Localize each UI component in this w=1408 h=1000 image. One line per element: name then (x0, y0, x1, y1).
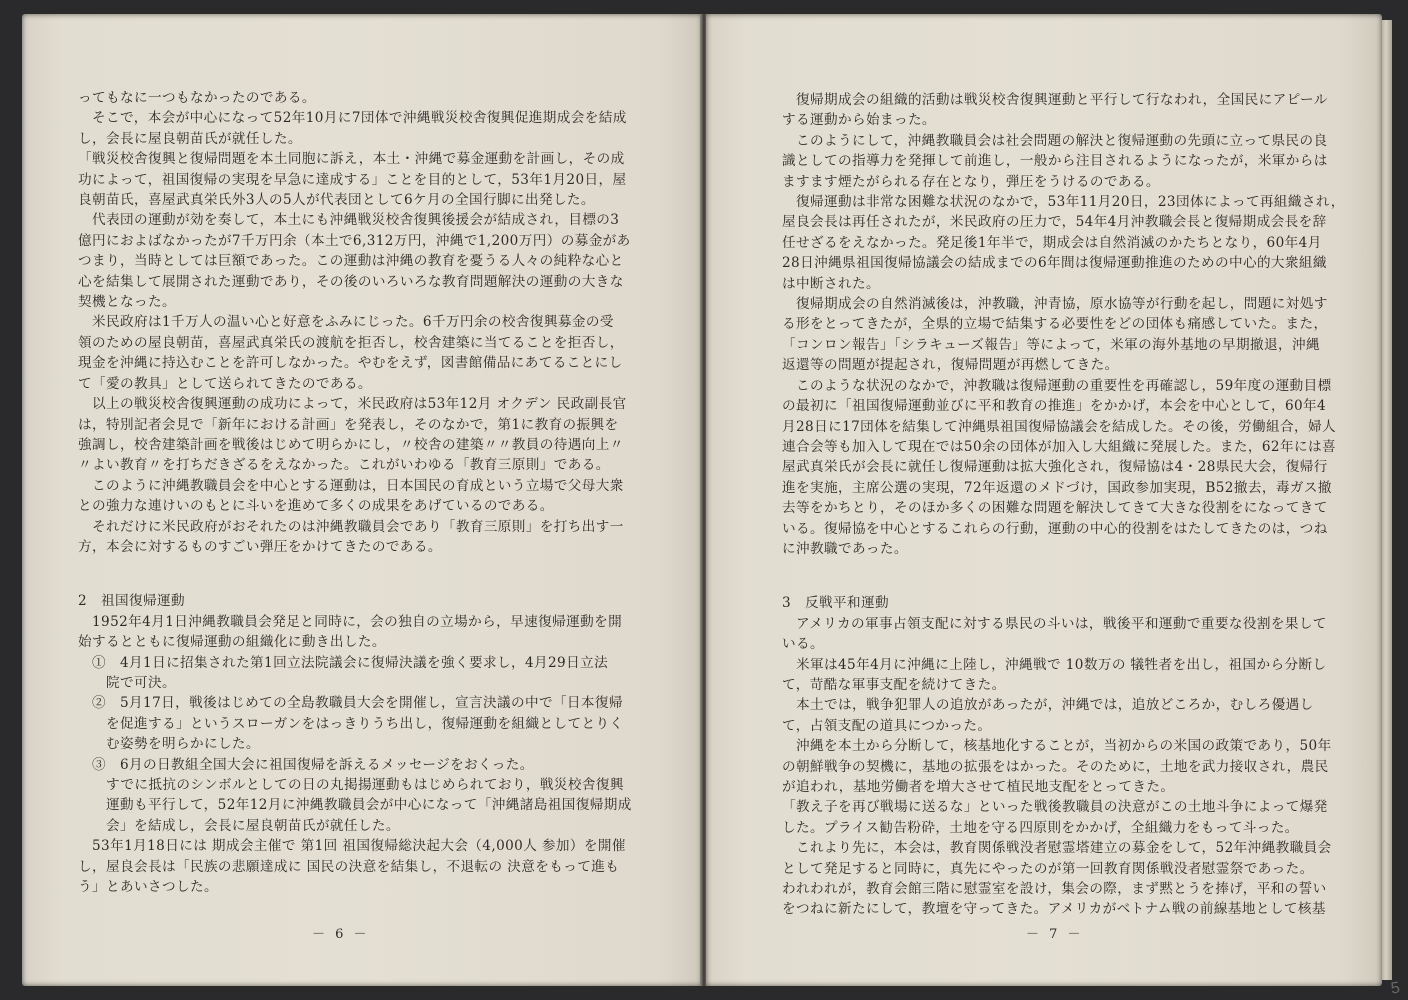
text-line: つまり，当時としては巨額であった。この運動は沖縄の教育を憂うる人々の純粋な心と (78, 253, 624, 270)
text-line: アメリカの軍事占領支配に対する県民の斗いは，戦後平和運動で重要な役割を果して (782, 615, 1327, 632)
text-line: 会」を結成し，会長に屋良朝苗氏が就任した。 (78, 817, 400, 834)
text-line: 強調し，校舎建築計画を戦後はじめて明らかにし，〃校舎の建築〃〃教員の待遇向上〃 (78, 436, 624, 453)
text-line: 進を実施，主席公選の実現，72年返還のメドづけ，国政参加実現，B52撤去，毒ガス撤 (782, 479, 1332, 496)
text-line: 心を結集して展開された運動であり，その後のいろいろな教育問題解決の運動の大きな (78, 273, 624, 290)
text-line: 屋良会長は再任されたが，米民政府の圧力で，54年4月沖教職会長と復帰期成会長を辞 (782, 214, 1327, 231)
page-number-right: － 7 － (1026, 927, 1084, 942)
text-line: このような状況のなかで，沖教職は復帰運動の重要性を再確認し，59年度の運動目標 (782, 377, 1332, 394)
text-line: 米軍は45年4月に沖縄に上陸し，沖縄戦で 10数万の 犠牲者を出し，祖国から分断し (782, 656, 1327, 673)
handwritten-page-mark: 5 (1389, 979, 1402, 998)
text-line: をつねに新たにして，教壇を守ってきた。アメリカがベトナム戦の前線基地として核基 (782, 901, 1326, 918)
left-page (22, 14, 702, 986)
text-line: 領のための屋良朝苗，喜屋武真栄氏の渡航を拒否し，校舎建築に当てることを拒否し， (78, 334, 624, 351)
text-line: て「愛の教具」として送られてきたのである。 (78, 375, 372, 392)
text-line: いる。復帰協を中心とするこれらの行動，運動の中心的役割をはたしてきたのは，つね (782, 520, 1328, 537)
text-line: する運動から始まった。 (782, 112, 936, 129)
text-line: 返還等の問題が提起され，復帰問題が再燃してきた。 (782, 357, 1119, 374)
text-line: 「コンロン報告」「シラキューズ報告」等によって，米軍の海外基地の早期撤退，沖縄 (782, 336, 1321, 353)
text-line: 契機となった。 (78, 294, 176, 311)
text-line: を促進する」というスローガンをはっきりうち出し，復帰運動を組織としてとりく (78, 715, 624, 732)
left-page-text (78, 88, 648, 897)
text-line: 復帰期成会の自然消滅後は，沖教職，沖青協，原水協等が行動を起し，問題に対処す (782, 296, 1328, 313)
text-line: として発足すると同時に，真先にやったのが第一回教育関係戦没者慰霊祭であった。 (782, 860, 1314, 877)
text-line: る形をとってきたが，全県的立場で結集する必要性をどの団体も痛感していた。また， (782, 316, 1328, 333)
text-line: 屋武真栄氏が会長に就任し復帰運動は拡大強化され，復帰協は4・28県民大会，復帰行 (782, 459, 1328, 476)
text-line: は中断された。 (782, 275, 880, 292)
section-gap (782, 559, 1352, 593)
page-stack-edge (1382, 20, 1392, 980)
text-line: 連合会等も加入して現在では50余の団体が加入し大組織に発展した。また，62年には喜 (782, 438, 1336, 455)
right-page-text (782, 90, 1352, 920)
text-line: 任せざるをえなかった。発足後1年半で，期成会は自然消滅のかたちとなり，60年4月 (782, 234, 1322, 251)
text-line: の朝鮮戦争の契機に，基地の拡張をはかった。そのために，土地を武力接収され，農民 (782, 758, 1329, 775)
text-line: そこで，本会が中心になって52年10月に7団体で沖縄戦災校舎復興促進期成会を結成 (78, 110, 627, 127)
text-line: の最初に「祖国復帰運動並びに平和教育の推進」をかかげ，本会を中心として，60年4 (782, 398, 1327, 415)
text-line: これより先に，本会は，教育関係戦没者慰霊塔建立の募金をして，52年沖縄教職員会 (782, 840, 1332, 857)
text-line: 「戦災校舎復興と復帰問題を本土同胞に訴え，本土・沖縄で募金運動を計画し，その成 (78, 151, 625, 168)
text-line: 始するとともに復帰運動の組織化に動き出した。 (78, 634, 386, 651)
text-line: 米民政府は1千万人の温い心と好意をふみにじった。6千万円余の校舎復興募金の受 (78, 314, 614, 331)
text-line: それだけに米民政府がおそれたのは沖縄教職員会であり「教育三原則」を打ち出す一 (78, 518, 624, 535)
text-line: 現金を沖縄に持込むことを許可しなかった。やむをえず，図書館備品にあてることにし (78, 355, 623, 372)
section-gap (78, 557, 648, 591)
text-line: 沖縄を本土から分断して，核基地化することが，当初からの米国の政策であり，50年 (782, 738, 1332, 755)
text-line: 功によって，祖国復帰の実現を早急に達成する」ことを目的として，53年1月20日，屋 (78, 171, 627, 188)
text-line: 本土では，戦争犯罪人の追放があったが，沖縄では，追放どころか，むしろ優遇し (782, 697, 1314, 714)
text-line: は，特別記者会見で「新年における計画」を発表し，そのなかで，第1に教育の振興を (78, 416, 619, 433)
text-line: すでに抵抗のシンボルとしての日の丸掲揚運動もはじめられており，戦災校舎復興 (78, 777, 624, 793)
text-line: 識としての指導力を発揮して前進し，一般から注目されるようになったが，米軍からは (782, 153, 1328, 170)
text-line: 代表団の運動が効を奏して，本土にも沖縄戦災校舎復興後援会が結成され，目標の3 (78, 212, 620, 229)
text-line: 良朝苗氏，喜屋武真栄氏外3人の5人が代表団として6ケ月の全国行脚に出発した。 (78, 192, 595, 209)
text-line: 以上の戦災校舎復興運動の成功によって，米民政府は53年12月 オクデン 民政副長官 (78, 396, 627, 413)
text-line: このようにして，沖縄教職員会は社会問題の解決と復帰運動の先頭に立って県民の良 (782, 132, 1328, 149)
right-page (706, 14, 1382, 986)
text-line: が追われ，基地労働者を増大させて植民地支配をとってきた。 (782, 779, 1175, 795)
text-line: 億円におよばなかったが7千万円余（本土で6,312万円，沖縄で1,200万円）の募金があ (78, 232, 631, 249)
text-line: て，占領支配の道具につかった。 (782, 717, 992, 734)
text-line: 〃よい教育〃を打ちだきざるをえなかった。これがいわゆる「教育三原則」である。 (78, 457, 610, 474)
text-line: 3 反戦平和運動 (782, 595, 890, 612)
text-line: ② 5月17日，戦後はじめての全島教職員大会を開催し，宣言決議の中で「日本復帰 (78, 695, 623, 712)
text-line: ③ 6月の日教組全国大会に祖国復帰を訴えるメッセージをおくった。 (78, 756, 534, 773)
text-line: 月28日に17団体を結集して沖縄県祖国復帰協議会を結成した。その後，労働組合，婦人 (782, 418, 1336, 435)
text-line: 2 祖国復帰運動 (78, 593, 186, 610)
text-line: む姿勢を明らかにした。 (78, 736, 260, 753)
text-line: 運動も平行して，52年12月に沖縄教職員会が中心になって「沖縄諸島祖国復帰期成 (78, 797, 632, 814)
text-line: 院で可決。 (78, 674, 176, 691)
text-line: 28日沖縄県祖国復帰協議会の結成までの6年間は復帰運動推進のための中心的大衆組織 (782, 255, 1327, 272)
text-line: に沖教職であった。 (782, 540, 908, 557)
text-line: このように沖縄教職員会を中心とする運動は，日本国民の育成という立場で父母大衆 (78, 477, 624, 494)
text-line: 方，本会に対するものすごい弾圧をかけてきたのである。 (78, 538, 442, 555)
text-line: との強力な連けいのもとに斗いを進めて多くの成果をあげているのである。 (78, 498, 554, 515)
text-line: した。プライス勧告粉砕，土地を守る四原則をかかげ，全組織力をもって斗った。 (782, 819, 1299, 836)
text-line: 「教え子を再び戦場に送るな」といった戦後教職員の決意がこの土地斗争によって爆発 (782, 799, 1328, 816)
text-line: し，屋良会長は「民族の悲願達成に 国民の決意を結集し，不退転の 決意をもって進も (78, 858, 620, 875)
text-line: いる。 (782, 636, 824, 653)
text-line: て，苛酷な軍事支配を続けてきた。 (782, 676, 1006, 693)
text-line: ってもなに一つもなかったのである。 (78, 90, 316, 106)
text-line: 復帰期成会の組織的活動は戦災校舎復興運動と平行して行なわれ，全国民にアピール (782, 92, 1328, 108)
text-line: 去等をかちとり，そのほか多くの困難な問題を解決してきて大きな役割をになってきて (782, 500, 1328, 517)
text-line: 復帰運動は非常な困難な状況のなかで，53年11月20日，23団体によって再組織され， (782, 194, 1345, 211)
text-line: われわれが，教育会館三階に慰霊室を設け，集会の際，まず黙とうを捧げ，平和の誓い (782, 881, 1327, 898)
page-number-left: － 6 － (312, 927, 370, 942)
text-line: 1952年4月1日沖縄教職員会発足と同時に，会の独自の立場から，早速復帰運動を開 (78, 613, 623, 630)
text-line: ますます煙たがられる存在となり，弾圧をうけるのである。 (782, 173, 1160, 190)
text-line: 53年1月18日には 期成会主催で 第1回 祖国復帰総決起大会（4,000人 参加）を開催 (78, 838, 626, 855)
text-line: ① 4月1日に招集された第1回立法院議会に復帰決議を強く要求し，4月29日立法 (78, 654, 609, 671)
text-line: し，会長に屋良朝苗氏が就任した。 (78, 130, 302, 147)
text-line: う」とあいさつした。 (78, 879, 218, 896)
